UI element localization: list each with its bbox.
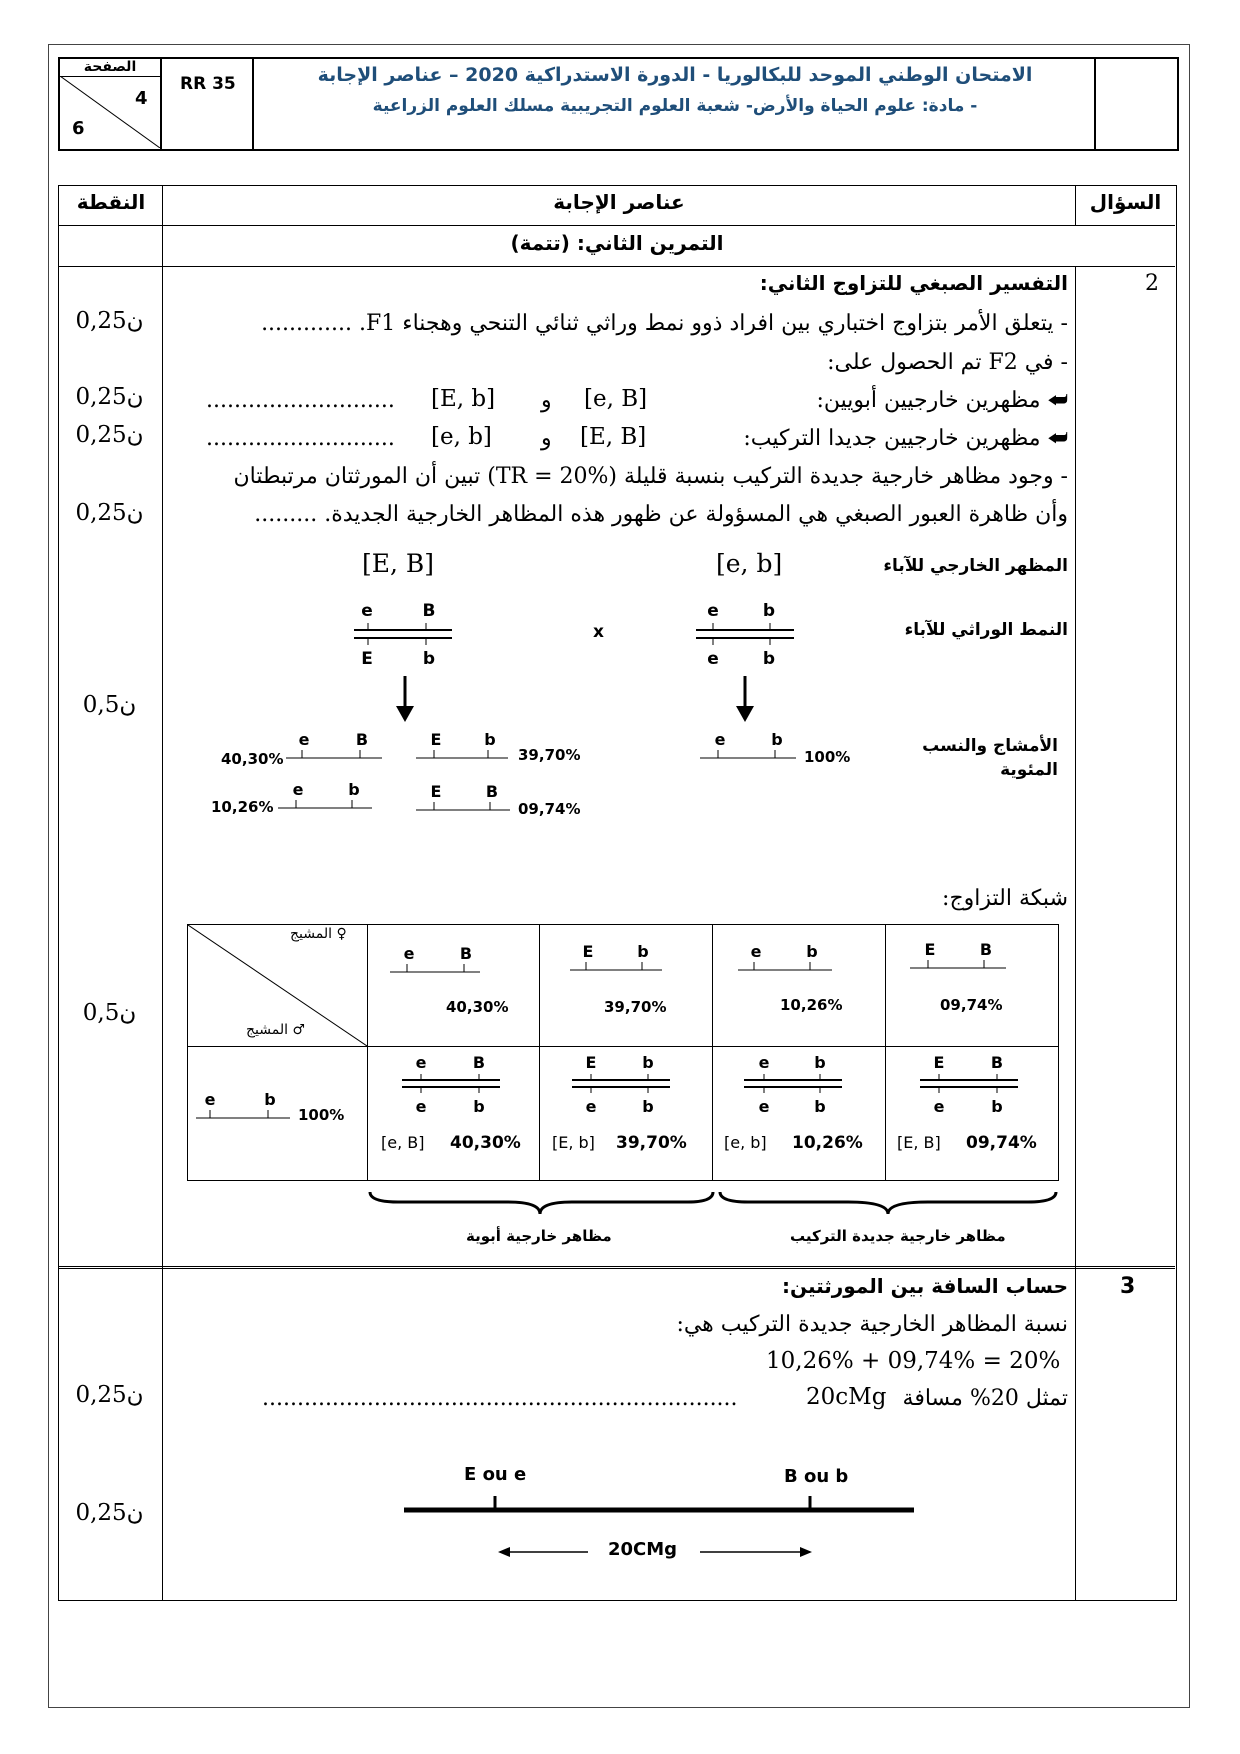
exercise-title: التمرين الثاني: (تتمة) <box>510 231 724 255</box>
q2-recomb-dots: ........................... <box>206 426 395 451</box>
grid-female-gamete <box>738 942 832 978</box>
grid-result-pct: 39,70% <box>616 1133 687 1153</box>
points-value: ن0,5 <box>82 692 137 718</box>
q2-line1: - يتعلق الأمر بتزاوج اختباري بين افراد ذوو نمط وراثي ثنائي التنحي وهجناء F1. ............. <box>261 311 1068 336</box>
svg-text:b: b <box>264 1090 276 1109</box>
grid-title: شبكة التزاوج: <box>942 886 1068 911</box>
svg-text:b: b <box>991 1097 1003 1116</box>
parent-genotype-left <box>340 598 460 672</box>
svg-text:E: E <box>585 1053 597 1072</box>
grid-female-pct: 09,74% <box>940 996 1003 1014</box>
grid-result-genotype <box>914 1050 1024 1122</box>
gene-map <box>400 1494 920 1574</box>
cross-symbol: x <box>593 622 604 642</box>
arrow-down-left <box>390 676 420 726</box>
question-3-number: 3 <box>1120 1274 1136 1299</box>
svg-text:B: B <box>990 1053 1004 1072</box>
grid-female-pct: 40,30% <box>446 998 509 1016</box>
gamete-pct: 100% <box>804 748 851 766</box>
grid-female-pct: 10,26% <box>780 996 843 1014</box>
q2-parental-and: و <box>541 388 552 413</box>
q3-line2: 10,26% + 09,74% = 20% <box>766 1348 1061 1374</box>
svg-text:B: B <box>485 782 499 801</box>
gamete-chromosome <box>286 730 382 766</box>
grid-result-genotype <box>396 1050 506 1122</box>
svg-text:b: b <box>642 1053 654 1072</box>
svg-text:E: E <box>933 1053 945 1072</box>
parents-genotype-label: النمط الوراثي للآباء <box>904 620 1068 640</box>
gamete-chromosome <box>278 780 372 816</box>
grid-result-genotype <box>740 1050 850 1122</box>
parent-phenotype-left: [E, B] <box>362 549 435 578</box>
svg-text:E: E <box>582 942 594 961</box>
q2-line5: - وجود مظاهر خارجية جديدة التركيب بنسبة قليلة (TR = 20%) تبين أن المورثتان مرتبطتان <box>233 464 1068 489</box>
q3-line3-value: 20cMg <box>806 1384 887 1410</box>
brace-parental-label: مظاهر خارجية أبوية <box>466 1227 612 1245</box>
question-2-number: 2 <box>1145 271 1159 296</box>
q3-line1: نسبة المظاهر الخارجية جديدة التركيب هي: <box>676 1312 1068 1337</box>
svg-text:e: e <box>758 1097 770 1116</box>
grid-braces <box>368 1190 1058 1220</box>
brace-recombinant-label: مظاهر خارجية جديدة التركيب <box>790 1227 1006 1245</box>
grid-result-phenotype: [E, b] <box>552 1133 595 1152</box>
grid-result-pct: 10,26% <box>792 1133 863 1153</box>
svg-text:B: B <box>979 940 993 959</box>
points-value: ن0,25 <box>75 1500 144 1526</box>
svg-text:E: E <box>430 730 442 749</box>
svg-text:B: B <box>422 601 436 621</box>
q2-recomb-a: [E, B] <box>580 424 647 450</box>
header-subtitle: - مادة: علوم الحياة والأرض- شعبة العلوم التجريبية مسلك العلوم الزراعية <box>372 96 978 116</box>
points-value: ن0,25 <box>75 1382 144 1408</box>
points-value: ن0,25 <box>75 308 144 334</box>
q2-recomb-and: و <box>541 426 552 451</box>
points-value: ن0,25 <box>75 384 144 410</box>
page-number: 4 <box>135 88 148 109</box>
svg-text:e: e <box>758 1053 770 1072</box>
svg-text:b: b <box>814 1053 826 1072</box>
page-total: 6 <box>72 118 85 139</box>
svg-text:b: b <box>484 730 496 749</box>
header-title: الامتحان الوطني الموحد للبكالوريا - الدورة الاستدراكية 2020 – عناصر الإجابة <box>317 64 1033 86</box>
svg-text:b: b <box>637 942 649 961</box>
q2-parental-dots: ........................... <box>206 388 395 413</box>
gamete-pct: 39,70% <box>518 746 581 764</box>
svg-text:b: b <box>806 942 818 961</box>
svg-text:B: B <box>459 944 473 963</box>
grid-result-phenotype: [E, B] <box>897 1133 941 1152</box>
parent-genotype-right <box>680 598 800 672</box>
q3-line3-dots: .................................................................... <box>262 1386 738 1411</box>
q2-recomb-b: [e, b] <box>431 424 492 450</box>
svg-text:b: b <box>348 780 360 799</box>
col-answer-header: عناصر الإجابة <box>553 190 685 214</box>
svg-text:b: b <box>642 1097 654 1116</box>
svg-text:E: E <box>924 940 936 959</box>
parents-phenotype-label: المظهر الخارجي للآباء <box>883 556 1068 576</box>
q2-parental-label: ⮨ مظهرين خارجيين أبويين: <box>816 388 1068 413</box>
svg-text:B: B <box>355 730 369 749</box>
gene-map-label-1: E ou e <box>464 1464 527 1485</box>
grid-male-label: المشيج ♂ <box>246 1022 306 1038</box>
gamete-pct: 40,30% <box>221 750 284 768</box>
svg-text:b: b <box>762 649 776 669</box>
gametes-label-1: الأمشاج والنسب <box>922 736 1058 756</box>
grid-result-phenotype: [e, b] <box>724 1133 767 1152</box>
grid-male-pct: 100% <box>298 1106 345 1124</box>
grid-male-gamete <box>196 1090 290 1126</box>
parent-phenotype-right: [e, b] <box>716 549 783 578</box>
gene-distance-label: 20CMg <box>608 1539 678 1560</box>
q3-line3-label: تمثل 20% مسافة <box>902 1386 1068 1411</box>
grid-female-pct: 39,70% <box>604 998 667 1016</box>
svg-text:E: E <box>361 649 373 669</box>
svg-text:E: E <box>430 782 442 801</box>
svg-text:b: b <box>762 601 776 621</box>
grid-result-genotype <box>566 1050 676 1122</box>
grid-female-gamete <box>910 940 1006 976</box>
exam-code: RR 35 <box>180 74 236 94</box>
grid-female-gamete <box>390 944 480 980</box>
page-label: الصفحة <box>83 59 137 75</box>
svg-text:b: b <box>814 1097 826 1116</box>
points-value: ن0,25 <box>75 422 144 448</box>
svg-text:b: b <box>422 649 436 669</box>
gamete-chromosome <box>416 730 508 766</box>
svg-text:e: e <box>292 780 304 799</box>
svg-text:e: e <box>707 601 719 621</box>
grid-result-pct: 40,30% <box>450 1133 521 1153</box>
q2-heading: التفسير الصبغي للتزاوج الثاني: <box>759 271 1068 295</box>
svg-text:b: b <box>771 730 783 749</box>
points-value: ن0,25 <box>75 500 144 526</box>
col-question-header: السؤال <box>1089 190 1162 214</box>
svg-text:e: e <box>204 1090 216 1109</box>
svg-text:e: e <box>707 649 719 669</box>
svg-text:e: e <box>933 1097 945 1116</box>
col-points-header: النقطة <box>76 190 146 214</box>
q2-parental-b: [E, b] <box>431 386 496 412</box>
q3-heading: حساب السافة بين المورثتين: <box>781 1274 1068 1298</box>
gene-map-label-2: B ou b <box>784 1466 849 1487</box>
points-value: ن0,5 <box>82 1000 137 1026</box>
svg-text:B: B <box>472 1053 486 1072</box>
gamete-chromosome <box>700 730 796 766</box>
q2-line2: - في F2 تم الحصول على: <box>827 350 1068 375</box>
gametes-label-2: المئوية <box>1000 760 1058 780</box>
svg-text:e: e <box>750 942 762 961</box>
svg-text:b: b <box>473 1097 485 1116</box>
q2-recomb-label: ⮨ مظهرين خارجيين جديدا التركيب: <box>743 426 1068 451</box>
grid-result-phenotype: [e, B] <box>381 1133 425 1152</box>
svg-text:e: e <box>585 1097 597 1116</box>
arrow-down-right <box>730 676 760 726</box>
grid-female-label: المشيج ♀ <box>290 926 347 942</box>
gamete-pct: 10,26% <box>211 798 274 816</box>
svg-text:e: e <box>361 601 373 621</box>
grid-female-gamete <box>570 942 662 978</box>
svg-text:e: e <box>298 730 310 749</box>
svg-text:e: e <box>415 1053 427 1072</box>
svg-text:e: e <box>403 944 415 963</box>
gamete-pct: 09,74% <box>518 800 581 818</box>
svg-text:e: e <box>714 730 726 749</box>
grid-result-pct: 09,74% <box>966 1133 1037 1153</box>
gamete-chromosome <box>416 782 510 818</box>
svg-text:e: e <box>415 1097 427 1116</box>
q2-line6: وأن ظاهرة العبور الصبغي هي المسؤولة عن ظهور هذه المظاهر الخارجية الجديدة. ......... <box>254 502 1068 527</box>
q2-parental-a: [e, B] <box>584 386 648 412</box>
